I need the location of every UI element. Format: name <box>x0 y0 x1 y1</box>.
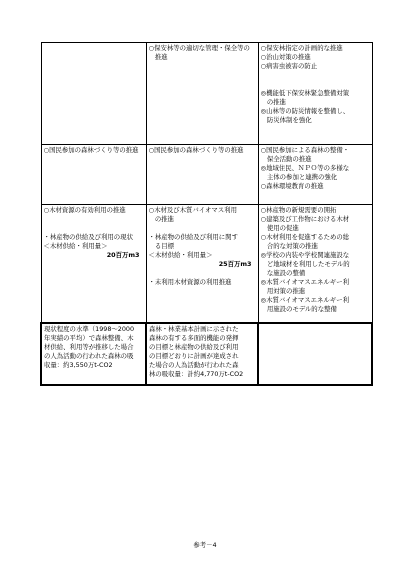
cell-line: ○国民参加の森林づくり等の推進 <box>148 146 244 154</box>
cell-r3-c3 <box>258 205 372 323</box>
cell-r1-c2 <box>146 43 258 145</box>
policy-table <box>40 42 373 386</box>
table-row <box>41 145 372 205</box>
cell-line: の推進 <box>260 98 287 106</box>
cell-line: 防災体制を強化 <box>260 116 312 124</box>
cell-line <box>261 71 370 80</box>
cell-r2-c3 <box>258 145 372 205</box>
table-row <box>41 205 372 323</box>
cell-r2-c1 <box>41 145 146 205</box>
supply-amount-current: 20百万m3 <box>106 251 140 259</box>
cell-line: 使用の促進 <box>260 224 299 232</box>
cell-line: ◎地域住民、ＮＰＯ等の多様な <box>260 164 350 172</box>
cell-r4-c1 <box>41 323 146 385</box>
cell-line: ○保安林等の適切な管理・保全等の <box>148 44 250 52</box>
cell-line: 推進 <box>148 53 168 61</box>
cell-line: ＜木材供給・利用量＞ <box>43 242 108 250</box>
cell-line: 材供給、利用等が推移した場合 <box>44 342 134 351</box>
cell-line: 用対策の推進 <box>260 287 306 295</box>
cell-line: ○国民参加による森林の整備・ <box>260 146 350 154</box>
cell-line: 林の吸収量：計約4,770万t-CO2 <box>149 369 244 378</box>
cell-line: ○保安林指定の計画的な推進 <box>260 44 343 52</box>
cell-line: ○木材資源の有効利用の推進 <box>43 206 126 214</box>
cell-line: ○治山対策の推進 <box>260 53 311 61</box>
cell-line: ○木材及び木質バイオマス利用 <box>148 206 237 214</box>
page-footer: 参考－4 <box>193 541 217 549</box>
cell-line: ＜木材供給・利用量＞ <box>148 251 213 259</box>
cell-line <box>149 224 256 233</box>
cell-line <box>261 80 370 89</box>
cell-r1-c1 <box>41 43 146 145</box>
cell-line: 主体の参加と連携の強化 <box>260 173 338 181</box>
cell-line: ◎山林等の防災情報を整備し、 <box>260 107 350 115</box>
cell-line <box>44 224 144 233</box>
cell-line: 森林・林業基本計画に示された <box>149 324 239 333</box>
cell-line: ・林産物の供給及び利用に関す <box>148 233 238 241</box>
cell-line: ○建築及び工作物における木材 <box>260 215 350 223</box>
cell-line: ◎学校の内装や学校関連施設な <box>260 251 350 259</box>
cell-line: 現状程度の水準（1998～2000 <box>44 324 135 333</box>
cell-line: ○病害虫被害の防止 <box>260 62 318 70</box>
cell-line <box>44 215 144 224</box>
cell-line: の人為活動の行われた森林の吸 <box>44 351 134 360</box>
cell-r3-c1 <box>41 205 146 323</box>
cell-r4-c2 <box>146 323 258 385</box>
cell-line: ◎木質バイオマスエネルギー利 <box>260 296 349 304</box>
cell-line: ◎木質バイオマスエネルギー利 <box>260 278 349 286</box>
cell-line: な施設の整備 <box>260 269 306 277</box>
cell-line: の目標どおりに計画が達成され <box>149 351 239 360</box>
cell-line: 年実績の平均）で森林整備、木 <box>44 333 134 342</box>
cell-line <box>149 269 256 278</box>
cell-r3-c2-text <box>149 206 256 260</box>
cell-line: ○林産物の新規需要の開拓 <box>260 206 337 214</box>
cell-line: る目標 <box>148 242 175 250</box>
cell-line: 森林の有する多面的機能の発揮 <box>149 333 239 342</box>
cell-line: ど地域材を利用したモデル的 <box>260 260 350 268</box>
cell-line: の目標と林産物の供給及び利用 <box>149 342 239 351</box>
cell-line: 合的な対策の推進 <box>260 242 319 250</box>
cell-r3-c1-text <box>44 206 144 251</box>
cell-line: ○森林環境教育の推進 <box>260 182 324 190</box>
cell-r2-c2 <box>146 145 258 205</box>
cell-line: 保全活動の推進 <box>260 155 312 163</box>
cell-r4-c3 <box>258 323 372 385</box>
cell-line: ◎機能低下保安林緊急整備対策 <box>260 89 350 97</box>
cell-line: ・林産物の供給及び利用の現状 <box>43 233 133 241</box>
cell-line: の推進 <box>148 215 175 223</box>
cell-line: 収量：約3,550万t-CO2 <box>44 360 113 369</box>
cell-r3-c2-text-b <box>149 269 256 287</box>
cell-line: ○国民参加の森林づくり等の推進 <box>43 146 139 154</box>
cell-line: 用施設のモデル的な整備 <box>260 305 337 313</box>
table-row <box>41 323 372 385</box>
cell-line: ○木材利用を促進するための総 <box>260 233 350 241</box>
cell-r1-c3 <box>258 43 372 145</box>
cell-r3-c2 <box>146 205 258 323</box>
supply-amount-target: 25百万m3 <box>218 260 252 268</box>
table-row <box>41 43 372 145</box>
cell-line: ・未利用木材資源の利用推進 <box>148 278 232 286</box>
cell-line: た場合の人為活動が行われた森 <box>149 360 239 369</box>
